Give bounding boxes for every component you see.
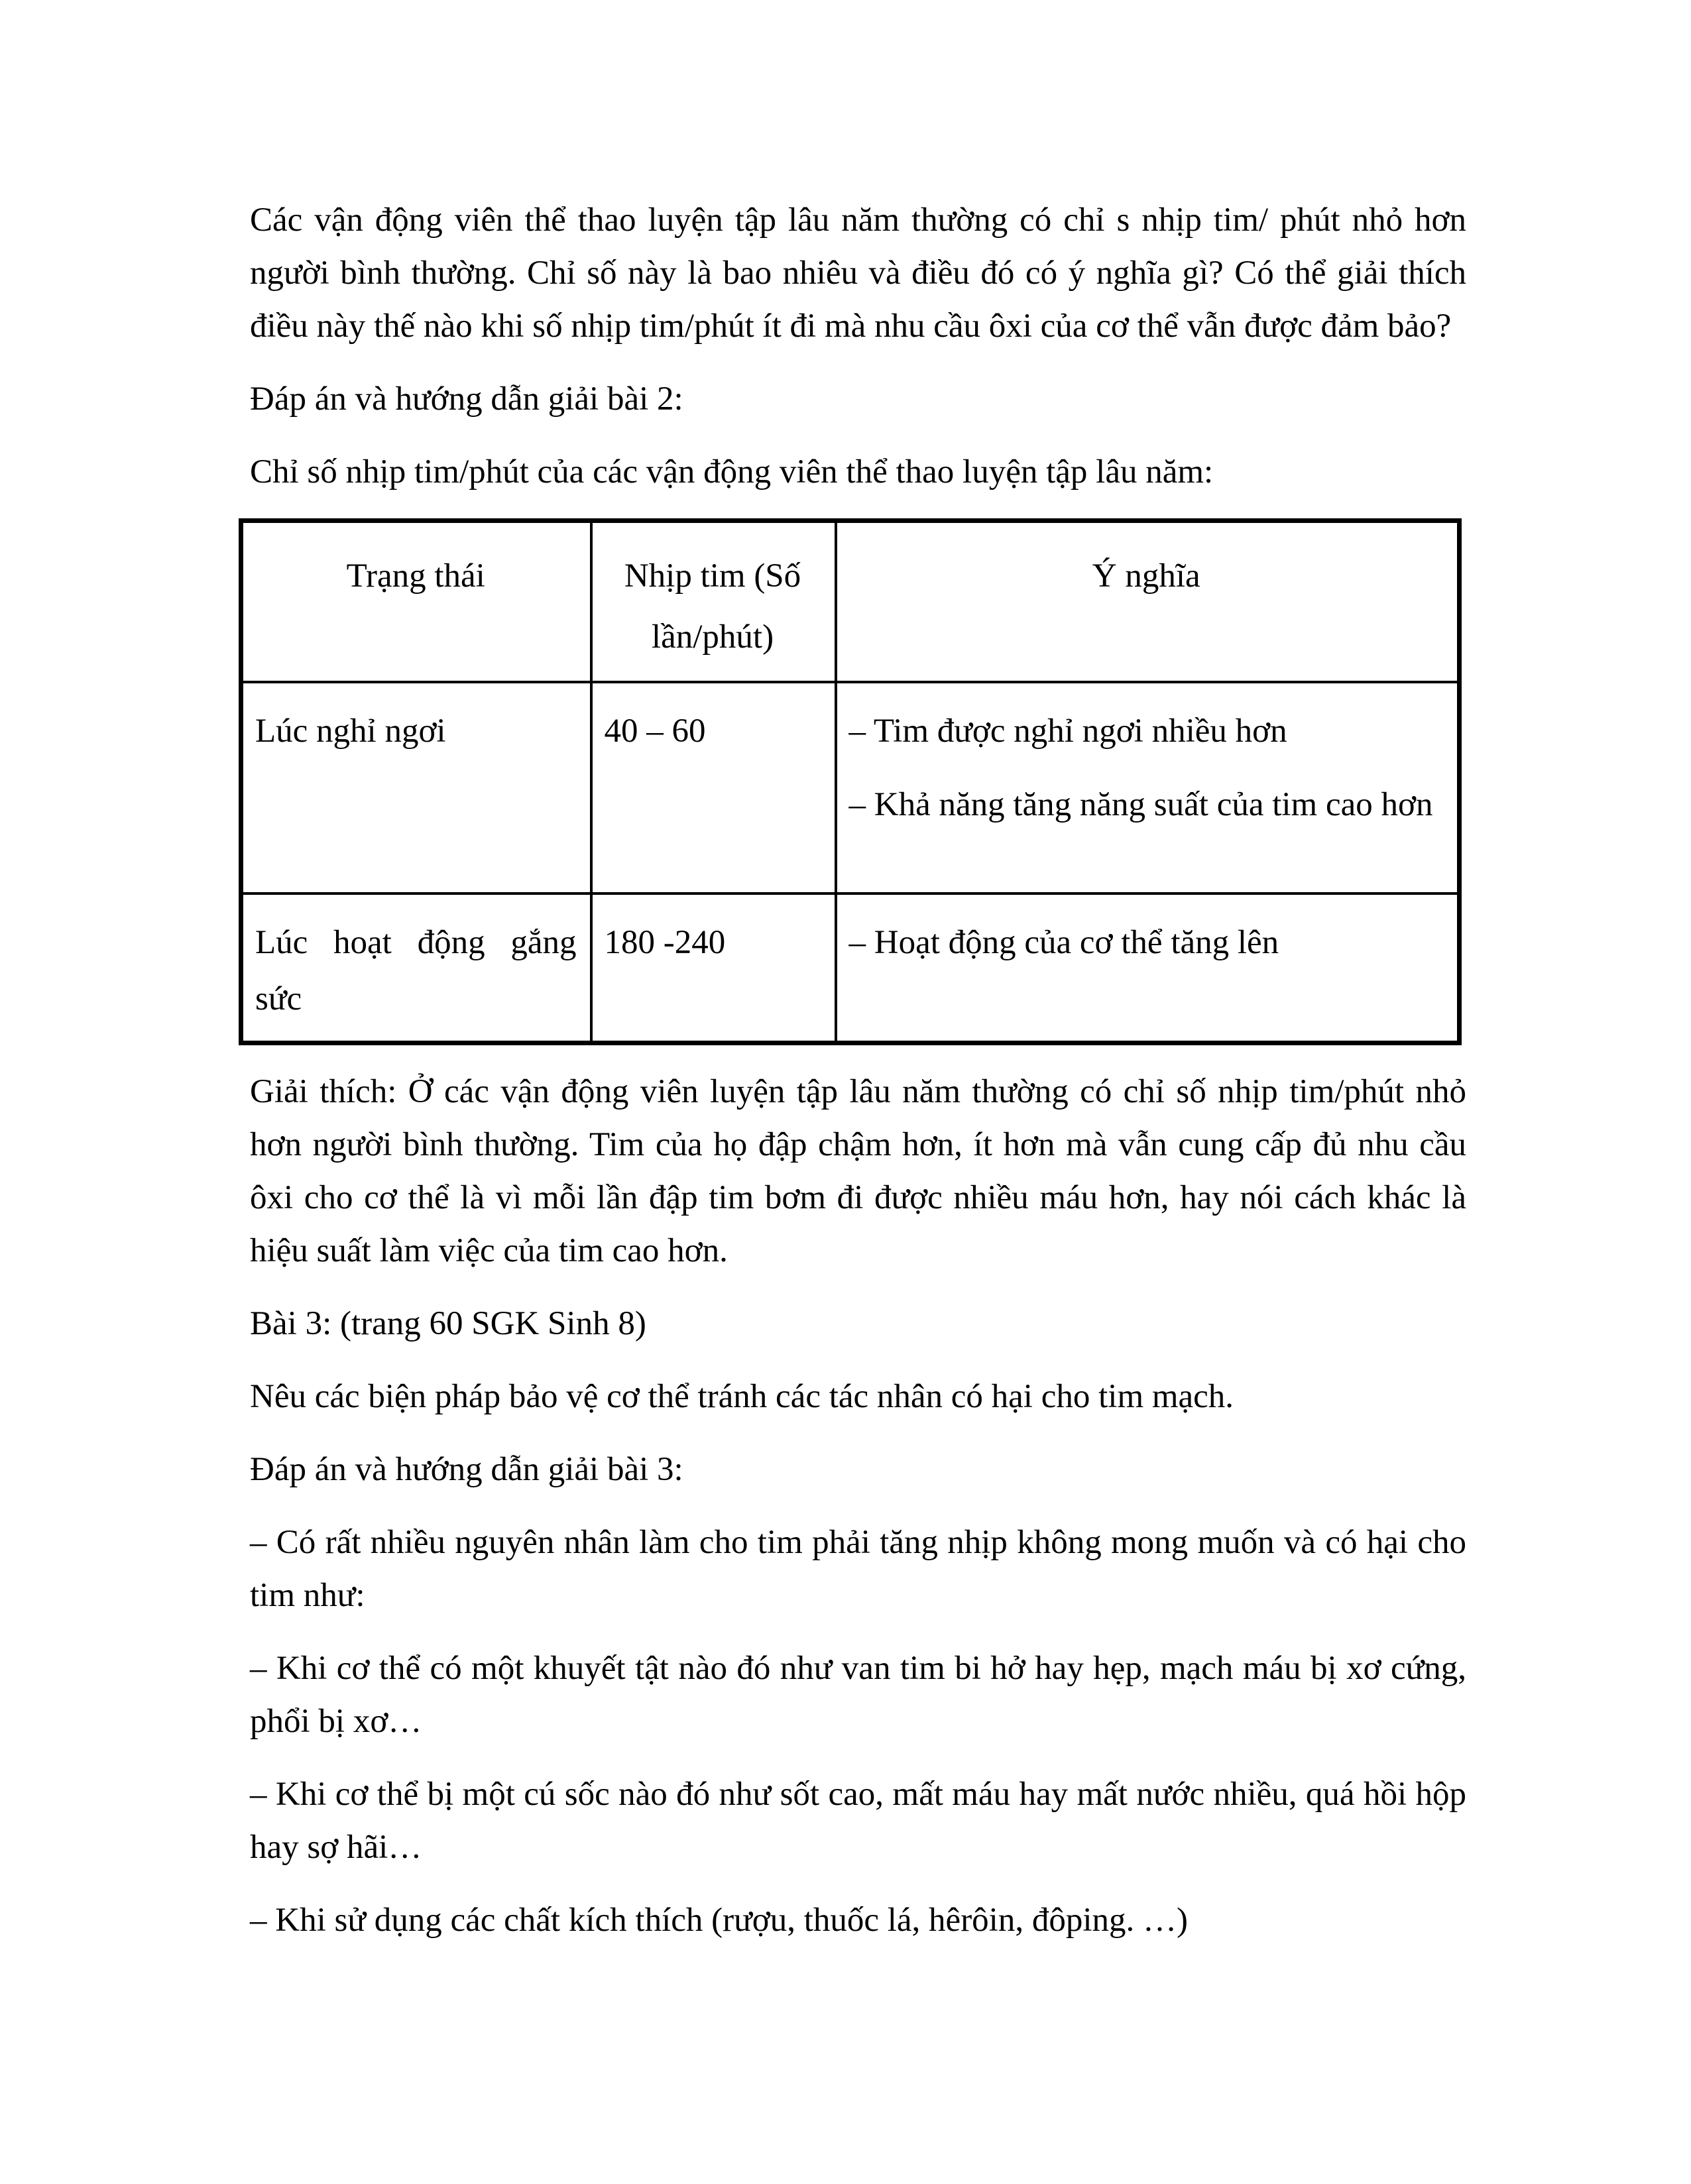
answer3-point3: – Khi cơ thể bị một cú sốc nào đó như sốt cao, mất máu hay mất nước nhiều, quá hồi hộp hay sợ hãi…: [250, 1776, 1466, 1866]
cell-state-effort: [241, 893, 591, 1043]
heart-rate-table: [239, 518, 1462, 1045]
question2-paragraph: Các vận động viên thể thao luyện tập lâu năm thường có chỉ s nhịp tim/ phút nhỏ hơn người bình thường. Chỉ số này là bao nhiêu và điều đó có ý nghĩa gì? Có thể giải thích điều này thế nào khi số nhịp tim/phút ít đi mà nhu cầu ôxi của cơ thể vẫn được đảm bảo?: [250, 201, 1466, 345]
meaning-text: – Khả năng tăng năng suất của tim cao hơn: [848, 786, 1433, 823]
cell-meaning-rest: [836, 682, 1460, 893]
cell-meaning-effort: [836, 893, 1460, 1043]
answer3-point1: – Có rất nhiều nguyên nhân làm cho tim phải tăng nhịp không mong muốn và có hại cho tim như:: [250, 1524, 1466, 1614]
meaning-text: – Tim được nghỉ ngơi nhiều hơn: [848, 713, 1287, 750]
cell-state-rest: [241, 682, 591, 893]
answer3-point4: – Khi sử dụng các chất kích thích (rượu, thuốc lá, hêrôin, đôping. …): [250, 1902, 1189, 1939]
state-text: Lúc hoạt động gắng sức: [255, 924, 577, 1017]
table-intro: Chỉ số nhịp tim/phút của các vận động viên thể thao luyện tập lâu năm:: [250, 453, 1214, 490]
table-row: [241, 682, 1460, 893]
rate-text: 180 -240: [604, 924, 726, 961]
exercise3-question: Nêu các biện pháp bảo vệ cơ thể tránh các tác nhân có hại cho tim mạch.: [250, 1378, 1234, 1415]
table-header-row: [241, 521, 1460, 683]
meaning-text: – Hoạt động của cơ thể tăng lên: [848, 924, 1279, 961]
answer3-heading: Đáp án và hướng dẫn giải bài 3:: [250, 1451, 683, 1488]
state-text: Lúc nghỉ ngơi: [255, 713, 446, 750]
cell-rate-effort: [591, 893, 836, 1043]
explanation-paragraph: Giải thích: Ở các vận động viên luyện tập lâu năm thường có chỉ số nhịp tim/phút nhỏ hơn người bình thường. Tim của họ đập chậm hơn, ít hơn mà vẫn cung cấp đủ nhu cầu ôxi cho cơ thể là vì mỗi lần đập tim bơm đi được nhiều máu hơn, hay nói cách khác là hiệu suất làm việc của tim cao hơn.: [250, 1073, 1466, 1269]
answer3-point2: – Khi cơ thể có một khuyết tật nào đó như van tim bi hở hay hẹp, mạch máu bị xơ cứng, phổi bị xơ…: [250, 1650, 1466, 1740]
rate-text: 40 – 60: [604, 713, 706, 750]
header-cell-rate: Nhịp tim (Số lần/phút): [591, 521, 836, 683]
table-row: [241, 893, 1460, 1043]
header-cell-meaning: Ý nghĩa: [836, 521, 1460, 683]
header-cell-state: Trạng thái: [241, 521, 591, 683]
answer2-heading: Đáp án và hướng dẫn giải bài 2:: [250, 380, 683, 418]
exercise3-heading: Bài 3: (trang 60 SGK Sinh 8): [250, 1305, 646, 1342]
cell-rate-rest: [591, 682, 836, 893]
